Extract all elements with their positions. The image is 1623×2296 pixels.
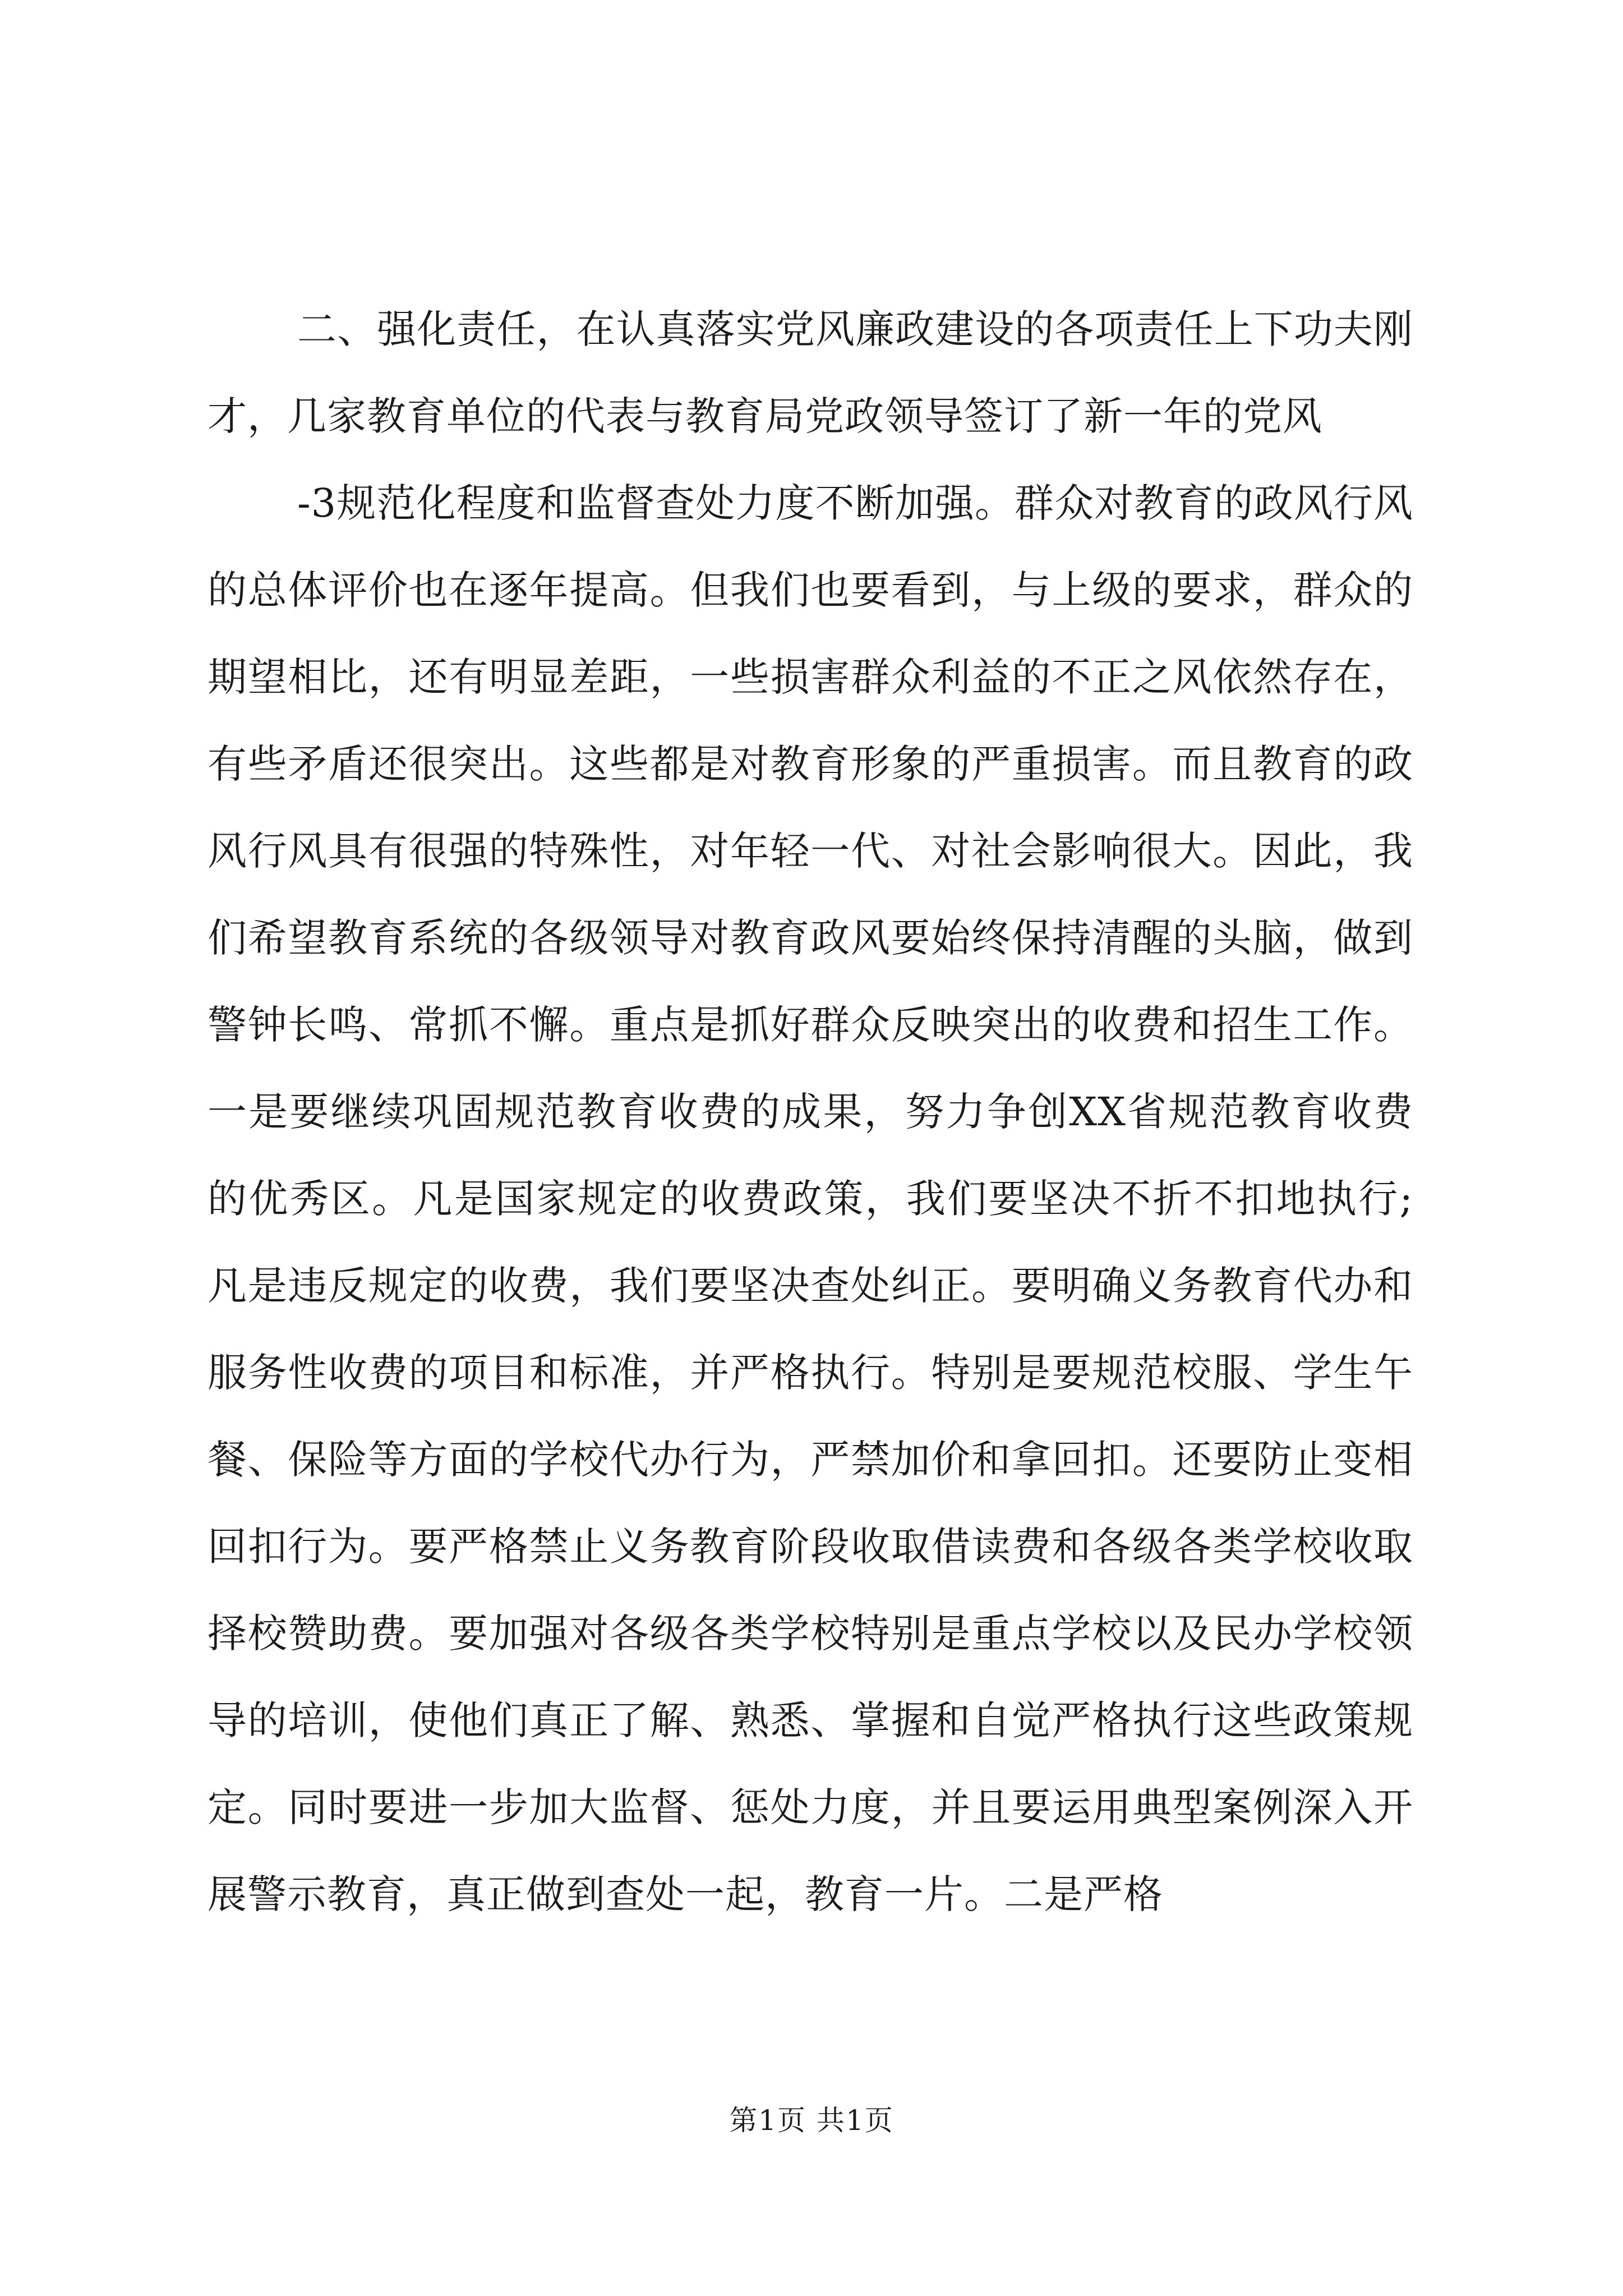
page-footer: 第1页 共1页 [729,2104,894,2137]
paragraph-2: -3规范化程度和监督查处力度不断加强。群众对教育的政风行风的总体评价也在逐年提高。但我们也要看到，与上级的要求，群众的期望相比，还有明显差距，一些损害群众利益的不正之风依然存在，有些矛盾还很突出。这些都是对教育形象的严重损害。而且教育的政风行风具有很强的特殊性，对年轻一代、对社会影响很大。因此，我们希望教育系统的各级领导对教育政风要始终保持清醒的头脑，做到警钟长鸣、常抓不懈。重点是抓好群众反映突出的收费和招生工作。一是要继续巩固规范教育收费的成果，努力争创XX省规范教育收费的优秀区。凡是国家规定的收费政策，我们要坚决不折不扣地执行;凡是违反规定的收费，我们要坚决查处纠正。要明确义务教育代办和服务性收费的项目和标准，并严格执行。特别是要规范校服、学生午餐、保险等方面的学校代办行为，严禁加价和拿回扣。还要防止变相回扣行为。要严格禁止义务教育阶段收取借读费和各级各类学校收取择校赞助费。要加强对各级各类学校特别是重点学校以及民办学校领导的培训，使他们真正了解、熟悉、掌握和自觉严格执行这些政策规定。同时要进一步加大监督、惩处力度，并且要运用典型案例深入开展警示教育，真正做到查处一起，教育一片。二是严格 [208,480,1413,1917]
document-body [208,286,1413,1938]
paragraph-1: 二、强化责任，在认真落实党风廉政建设的各项责任上下功夫刚才，几家教育单位的代表与教育局党政领导签订了新一年的党风 [208,306,1413,439]
